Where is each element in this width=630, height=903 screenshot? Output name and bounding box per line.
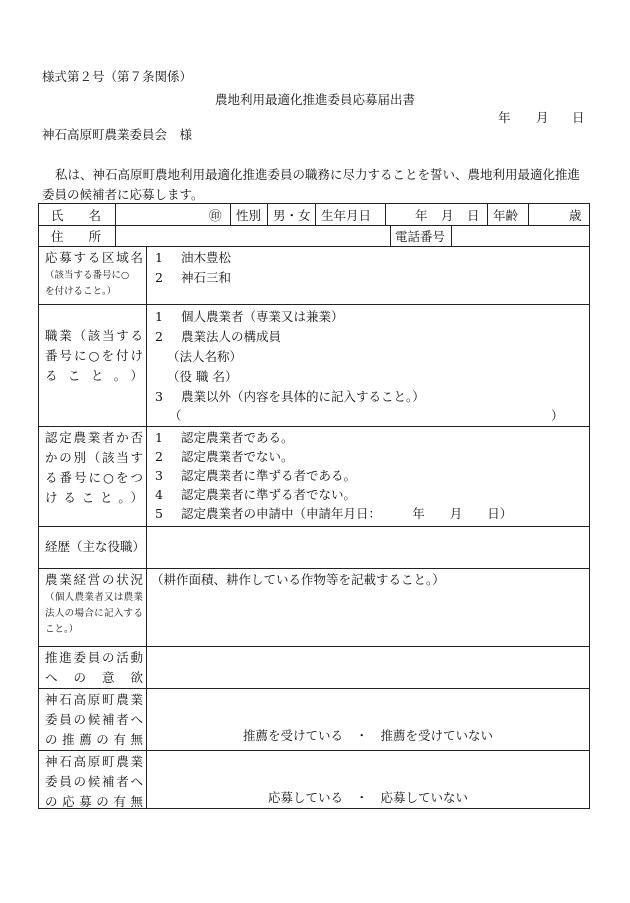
address-label: 住 所 [51,229,102,244]
option-number: 2 [155,329,163,344]
option-number: 1 [155,309,163,324]
option-number: 1 [155,250,163,265]
date-year: 年 [498,110,511,125]
certified-option[interactable] [155,466,356,486]
other-occupation-field[interactable] [185,408,547,424]
option-text: 神石三和 [181,270,232,285]
col-divider [267,204,268,225]
row-divider [39,526,589,527]
phone-field[interactable] [455,227,587,244]
name-label: 氏 名 [51,208,102,223]
option-text: 認定農業者である。 [181,430,294,445]
occupation-label: 職業（該当する番号に○を付けること。） [45,328,143,383]
row-divider [39,688,589,689]
farming-field[interactable] [151,592,585,642]
certified-option[interactable] [155,447,294,467]
gender-options[interactable]: 男・女 [273,208,311,223]
option-text: 認定農業者に準ずる者でない。 [181,487,357,502]
age-label: 年齢 [493,208,519,223]
option-number: 2 [155,449,163,464]
option-number: 5 [155,506,163,521]
option-text: 認定農業者に準ずる者である。 [181,468,357,483]
col-divider [315,204,316,225]
option-text: 農業以外（内容を具体的に記入すること。） [181,389,425,404]
label-column-divider [146,246,147,809]
occupation-option[interactable] [155,387,425,407]
recommendation-options[interactable]: 推薦を受けている ・ 推薦を受けていない [242,728,493,743]
col-divider [487,204,488,225]
application-options[interactable]: 応募している ・ 応募していない [267,790,468,805]
gender-label: 性別 [236,208,262,223]
phone-label: 電話番号 [395,229,446,244]
option-text: 個人農業者（専業又は兼業） [181,309,344,324]
option-number: 4 [155,487,163,502]
certified-option[interactable] [155,504,512,524]
form-number: 様式第２号（第７条関係） [42,69,193,84]
option-text: 農業法人の構成員 [181,329,282,344]
option-text: 認定農業者でない。 [181,449,294,464]
birthdate-label: 生年月日 [321,208,372,223]
option-text: 認定農業者の申請中（申請年月日： 年 月 日） [181,506,513,521]
certified-option[interactable] [155,428,294,448]
corporation-name-field[interactable]: （法人名称） [167,349,243,364]
application-label: 神石高原町農業委員の候補者への応募の有無 [45,754,143,809]
region-note: （該当する番号に○ [45,270,130,281]
position-field[interactable]: （役 職 名） [167,369,238,384]
address-field[interactable] [119,227,387,244]
motivation-field[interactable] [151,650,585,684]
region-note: を付けること。） [45,286,117,297]
row-divider [39,225,589,226]
certified-option[interactable] [155,485,356,505]
row-divider [39,246,589,247]
row-divider [39,304,589,305]
paren-open: （ [169,408,182,423]
motivation-label: 推進委員の活動への意欲 [45,650,143,685]
col-divider [390,225,391,246]
row-divider [39,646,589,647]
col-divider [528,204,529,225]
addressee: 神石高原町農業委員会 様 [42,127,193,142]
career-label: 経歴（主な役職） [45,539,146,554]
date-day: 日 [572,110,585,125]
row-divider [39,426,589,427]
farming-note: （個人農業者又は農業法人の場合に記入すること。） [45,592,143,635]
region-option[interactable] [155,268,231,288]
region-label: 応募する区域名 [45,250,143,265]
col-divider [385,204,386,225]
application-form-table [38,203,590,809]
birth-month-unit: 月 [441,208,454,223]
document-title: 農地利用最適化推進委員応募届出書 [214,92,415,107]
certified-label: 認定農業者か否かの別（該当する番号に○をつけること。） [45,430,143,505]
region-option[interactable] [155,248,231,268]
col-divider [115,204,116,225]
paren-close: ） [551,408,564,423]
farming-label: 農業経営の状況 [45,572,143,587]
age-unit: 歳 [569,208,582,223]
occupation-option[interactable] [155,307,344,327]
option-number: 3 [155,468,163,483]
birth-year-unit: 年 [415,208,428,223]
date-month: 月 [536,110,549,125]
seal-mark: ㊞ [209,208,222,223]
option-text: 油木豊松 [181,250,232,265]
intro-statement: 私は、神石高原町農地利用最適化推進委員の職務に尽力することを誓い、農地利用最適化推進委員の候補者に応募します。 [42,167,581,202]
career-field[interactable] [151,530,585,564]
option-number: 2 [155,270,163,285]
recommendation-label: 神石高原町農業委員の候補者への推薦の有無 [45,692,143,747]
row-divider [39,568,589,569]
option-number: 3 [155,389,163,404]
farming-instruction: （耕作面積、耕作している作物等を記載すること。） [151,572,445,587]
occupation-option[interactable] [155,327,281,347]
row-divider [39,750,589,751]
option-number: 1 [155,430,163,445]
birth-day-unit: 日 [467,208,480,223]
col-divider [451,225,452,246]
col-divider [115,225,116,246]
col-divider [230,204,231,225]
